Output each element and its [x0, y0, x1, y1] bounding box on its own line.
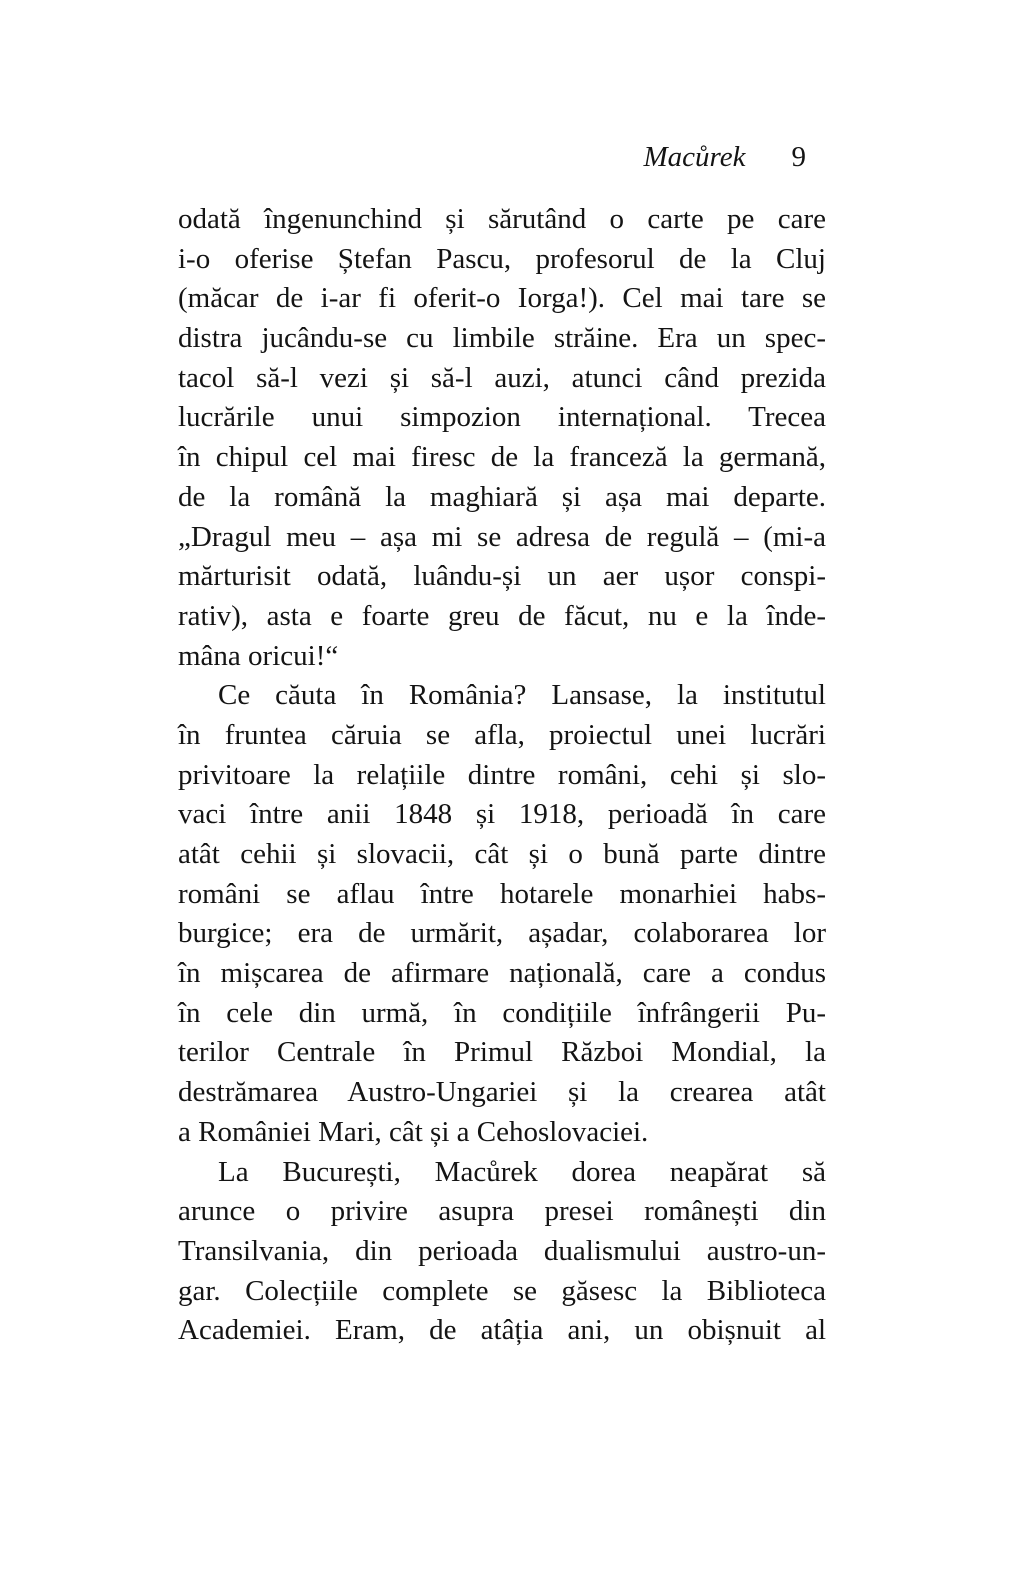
- running-title: Macůrek: [643, 141, 746, 173]
- text-line: mărturisit odată, luându-și un aer ușor conspi-: [178, 560, 826, 593]
- text-line: Transilvania, din perioada dualismului austro-un-: [178, 1234, 826, 1267]
- text-line: i-o oferise Ștefan Pascu, profesorul de la Cluj: [178, 242, 826, 275]
- paragraph: [178, 1153, 826, 1351]
- text-line: lucrările unui simpozion internațional. Trecea: [178, 401, 826, 434]
- page-number: 9: [791, 141, 806, 173]
- text-line: în cele din urmă, în condițiile înfrângerii Pu-: [178, 996, 826, 1029]
- text-line: burgice; era de urmărit, așadar, colaborarea lor: [178, 917, 826, 950]
- text-line: (măcar de i-ar fi oferit-o Iorga!). Cel mai tare se: [178, 282, 826, 315]
- text-line: rativ), asta e foarte greu de făcut, nu e la înde-: [178, 599, 826, 632]
- text-line: terilor Centrale în Primul Război Mondial, la: [178, 1036, 826, 1069]
- text-line: români se aflau între hotarele monarhiei habs-: [178, 877, 826, 910]
- text-line: a României Mari, cât și a Cehoslovaciei.: [178, 1115, 649, 1148]
- text-line: odată îngenunchind și sărutând o carte pe care: [178, 203, 826, 235]
- text-line: tacol să-l vezi și să-l auzi, atunci când prezida: [178, 361, 826, 394]
- body-text: [178, 200, 826, 1351]
- text-line: în chipul cel mai firesc de la franceză la germană,: [178, 441, 826, 474]
- running-header: [178, 140, 826, 174]
- text-line: în mișcarea de afirmare națională, care a condus: [178, 957, 826, 990]
- text-line: vaci între anii 1848 și 1918, perioadă în care: [178, 798, 826, 831]
- text-block: [178, 140, 826, 1351]
- paragraph: [178, 200, 826, 676]
- text-line: în fruntea căruia se afla, proiectul unei lucrări: [178, 718, 826, 751]
- text-line: distra jucându-se cu limbile străine. Era un spec-: [178, 322, 826, 355]
- text-line: privitoare la relațiile dintre români, cehi și slo-: [178, 758, 826, 791]
- text-line: mâna oricui!“: [178, 639, 339, 672]
- paragraph: [178, 676, 826, 1152]
- text-line: destrămarea Austro-Ungariei și la crearea atât: [178, 1076, 826, 1109]
- text-line: arunce o privire asupra presei românești din: [178, 1195, 826, 1228]
- text-line: gar. Colecțiile complete se găsesc la Biblioteca: [178, 1274, 826, 1307]
- text-line: de la română la maghiară și așa mai departe.: [178, 480, 826, 513]
- text-line: atât cehii și slovacii, cât și o bună parte dintre: [178, 838, 826, 870]
- text-line: La București, Macůrek dorea neapărat să: [218, 1155, 826, 1188]
- text-line: „Dragul meu – așa mi se adresa de regulă – (mi-a: [178, 520, 826, 553]
- text-line: Academiei. Eram, de atâția ani, un obișnuit al: [178, 1314, 826, 1347]
- text-line: Ce căuta în România? Lansase, la institutul: [218, 679, 826, 712]
